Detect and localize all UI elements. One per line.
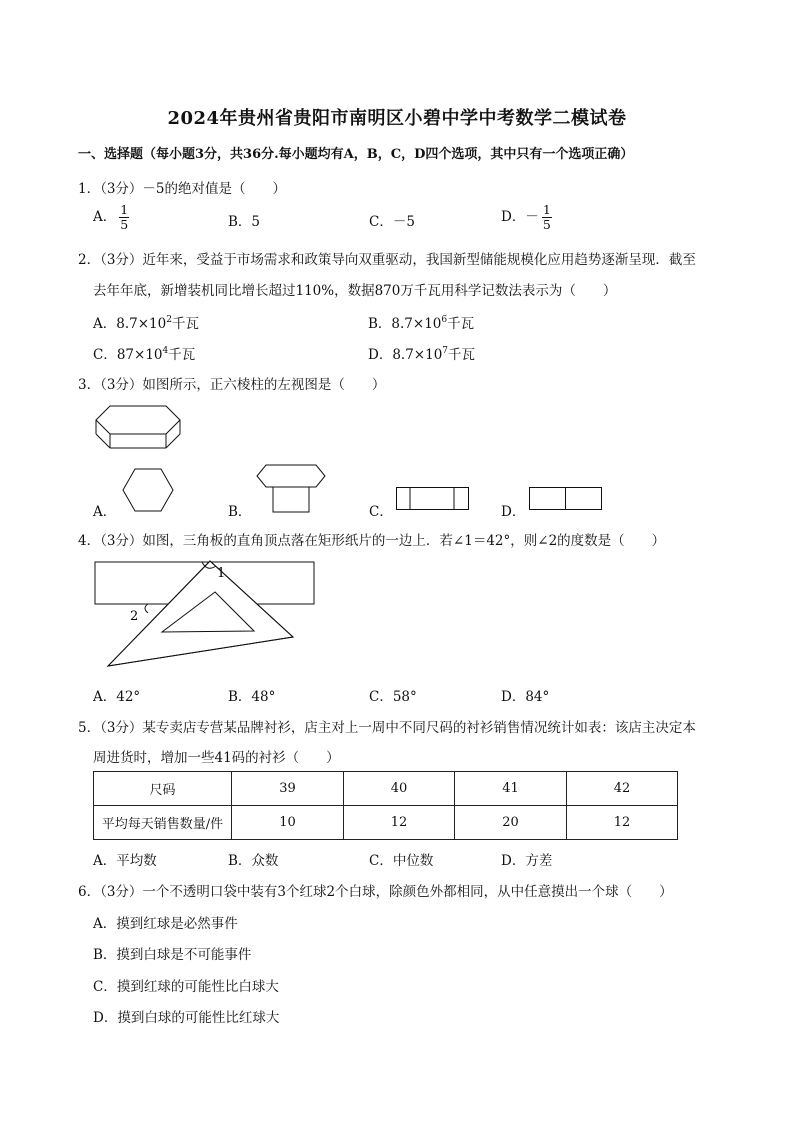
table-cell: 10	[232, 806, 344, 840]
table-row-label: 平均每天销售数量/件	[94, 806, 232, 840]
q4-stem: 4．（3分）如图，三角板的直角顶点落在矩形纸片的一边上．若∠1＝42°，则∠2的度数是（ ）	[78, 533, 666, 549]
q1-option-d-fraction: $\frac{1}{5}$	[542, 202, 551, 232]
q5-stem-line1: 5．（3分）某专卖店专营某品牌衬衫，店主对上一周中不同尺码的衬衫销售情况统计如表：该店主决定本	[78, 720, 696, 736]
q1-stem: 1．（3分）－5的绝对值是（ ）	[78, 181, 287, 197]
q1-option-a-label: A．	[93, 209, 117, 225]
q1-option-a[interactable]	[93, 203, 129, 232]
q3-option-c[interactable]: C．	[369, 504, 393, 520]
q3-stem: 3．（3分）如图所示，正六棱柱的左视图是（ ）	[78, 377, 386, 393]
q5-option-d[interactable]: D．方差	[501, 853, 553, 869]
q5-option-b[interactable]: B．众数	[228, 853, 279, 869]
q6-option-d[interactable]: D．摸到白球的可能性比红球大	[93, 1010, 280, 1026]
q6-stem: 6．（3分）一个不透明口袋中装有3个红球2个白球，除颜色外都相同，从中任意摸出一个球（ ）	[78, 884, 673, 900]
q3-option-c-figure	[396, 487, 470, 511]
q2-stem-line1: 2．（3分）近年来，受益于市场需求和政策导向双重驱动，我国新型储能规模化应用趋势逐渐呈现．截至	[78, 252, 696, 268]
table-cell: 12	[344, 806, 455, 840]
q4-option-d[interactable]: D．84°	[501, 689, 550, 705]
q3-option-b[interactable]: B．	[228, 504, 252, 520]
q3-option-d-figure	[529, 487, 603, 511]
q5-option-c[interactable]: C．中位数	[369, 853, 434, 869]
sales-table	[93, 771, 678, 840]
table-row	[94, 806, 678, 840]
q2-stem-line2: 去年年底，新增装机同比增长超过110%，数据870万千瓦用科学记数法表示为（ ）	[93, 283, 617, 299]
q1-option-b[interactable]: B．5	[228, 214, 261, 230]
q4-option-c[interactable]: C．58°	[369, 689, 417, 705]
table-header-label: 尺码	[94, 772, 232, 806]
q1-option-d-label: D．－	[501, 209, 539, 225]
angle-2-label: 2	[130, 609, 139, 624]
q1-option-c[interactable]: C．－5	[369, 214, 415, 230]
q3-option-b-figure	[256, 464, 326, 514]
triangle-ruler-figure	[94, 558, 326, 670]
q2-option-d[interactable]: D．$8.7\times 10^7$千瓦	[368, 346, 476, 363]
q3-option-d[interactable]: D．	[501, 504, 526, 520]
q6-option-c[interactable]: C．摸到红球的可能性比白球大	[93, 979, 279, 995]
q6-option-a[interactable]: A．摸到红球是必然事件	[93, 916, 238, 932]
q5-option-a[interactable]: A．平均数	[93, 853, 157, 869]
q1-option-a-fraction: $\frac{1}{5}$	[120, 202, 129, 232]
page-title: 2024年贵州省贵阳市南明区小碧中学中考数学二模试卷	[167, 108, 627, 129]
angle-1-label: 1	[217, 566, 226, 581]
table-cell: 42	[567, 772, 678, 806]
q2-option-a[interactable]: A．$8.7\times 10^2$千瓦	[93, 315, 199, 332]
table-cell: 40	[344, 772, 455, 806]
q6-option-b[interactable]: B．摸到白球是不可能事件	[93, 947, 252, 963]
q1-option-d[interactable]	[501, 203, 552, 232]
table-cell: 20	[455, 806, 567, 840]
table-cell: 41	[455, 772, 567, 806]
hexagonal-prism-figure	[96, 406, 182, 450]
section-heading: 一、选择题（每小题3分，共36分.每小题均有A，B，C，D四个选项，其中只有一个选项正确）	[78, 147, 634, 162]
q4-option-b[interactable]: B．48°	[228, 689, 276, 705]
q2-option-c[interactable]: C．$87\times 10^4$千瓦	[93, 346, 196, 363]
q4-option-a[interactable]: A．42°	[93, 689, 141, 705]
q5-stem-line2: 周进货时，增加一些41码的衬衫（ ）	[93, 750, 340, 766]
q3-option-a[interactable]: A．	[93, 504, 117, 520]
table-row	[94, 772, 678, 806]
q3-option-a-hexagon	[123, 468, 173, 512]
table-cell: 39	[232, 772, 344, 806]
q2-option-b[interactable]: B．$8.7\times 10^6$千瓦	[368, 315, 475, 332]
table-cell: 12	[567, 806, 678, 840]
